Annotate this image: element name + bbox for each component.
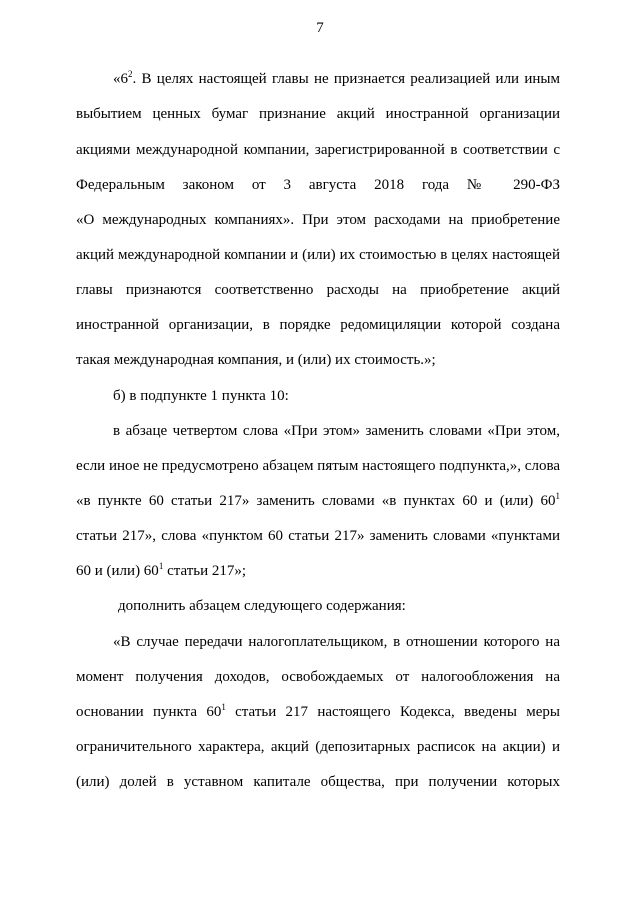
- paragraph-line: выбытием ценных бумаг признание акций иностранной организации: [76, 106, 560, 122]
- page-number: 7: [316, 20, 324, 36]
- paragraph-line: если иное не предусмотрено абзацем пятым настоящего подпункта,», слова: [76, 458, 560, 474]
- paragraph-line: основании пункта $60^1$ статьи 217 настоящего Кодекса, введены меры: [76, 702, 560, 720]
- paragraph-line: 60 и (или) $60^1$ статьи 217»;: [76, 561, 247, 579]
- paragraph-line: б) в подпункте 1 пункта 10:: [113, 388, 289, 404]
- paragraph-line: акций международной компании и (или) их стоимостью в целях настоящей: [76, 247, 560, 263]
- paragraph-line: «В случае передачи налогоплательщиком, в отношении которого на: [113, 634, 560, 650]
- paragraph-line: статьи 217», слова «пунктом 60 статьи 217» заменить словами «пунктами: [76, 528, 560, 544]
- paragraph-line: Федеральным законом от 3 августа 2018 года № 290-ФЗ: [76, 177, 560, 193]
- paragraph-line: такая международная компания, и (или) их стоимость.»;: [76, 352, 436, 368]
- paragraph-line: главы признаются соответственно расходы на приобретение акций: [76, 282, 560, 298]
- paragraph-line: момент получения доходов, освобождаемых от налогообложения на: [76, 669, 560, 685]
- paragraph-line: дополнить абзацем следующего содержания:: [118, 598, 406, 614]
- paragraph-line: иностранной организации, в порядке редомициляции которой создана: [76, 317, 560, 333]
- paragraph-line: (или) долей в уставном капитале общества, при получении которых: [76, 774, 560, 790]
- paragraph-line: ограничительного характера, акций (депозитарных расписок на акции) и: [76, 739, 560, 755]
- paragraph-line: «в пункте 60 статьи 217» заменить словами «в пунктах 60 и (или) $60^1$: [76, 491, 560, 509]
- paragraph-line: в абзаце четвертом слова «При этом» заменить словами «При этом,: [113, 423, 560, 439]
- paragraph-line: акциями международной компании, зарегистрированной в соответствии с: [76, 142, 560, 158]
- paragraph-line: «О международных компаниях». При этом расходами на приобретение: [76, 212, 560, 228]
- paragraph-line: «$6^2$. В целях настоящей главы не признается реализацией или иным: [113, 69, 560, 87]
